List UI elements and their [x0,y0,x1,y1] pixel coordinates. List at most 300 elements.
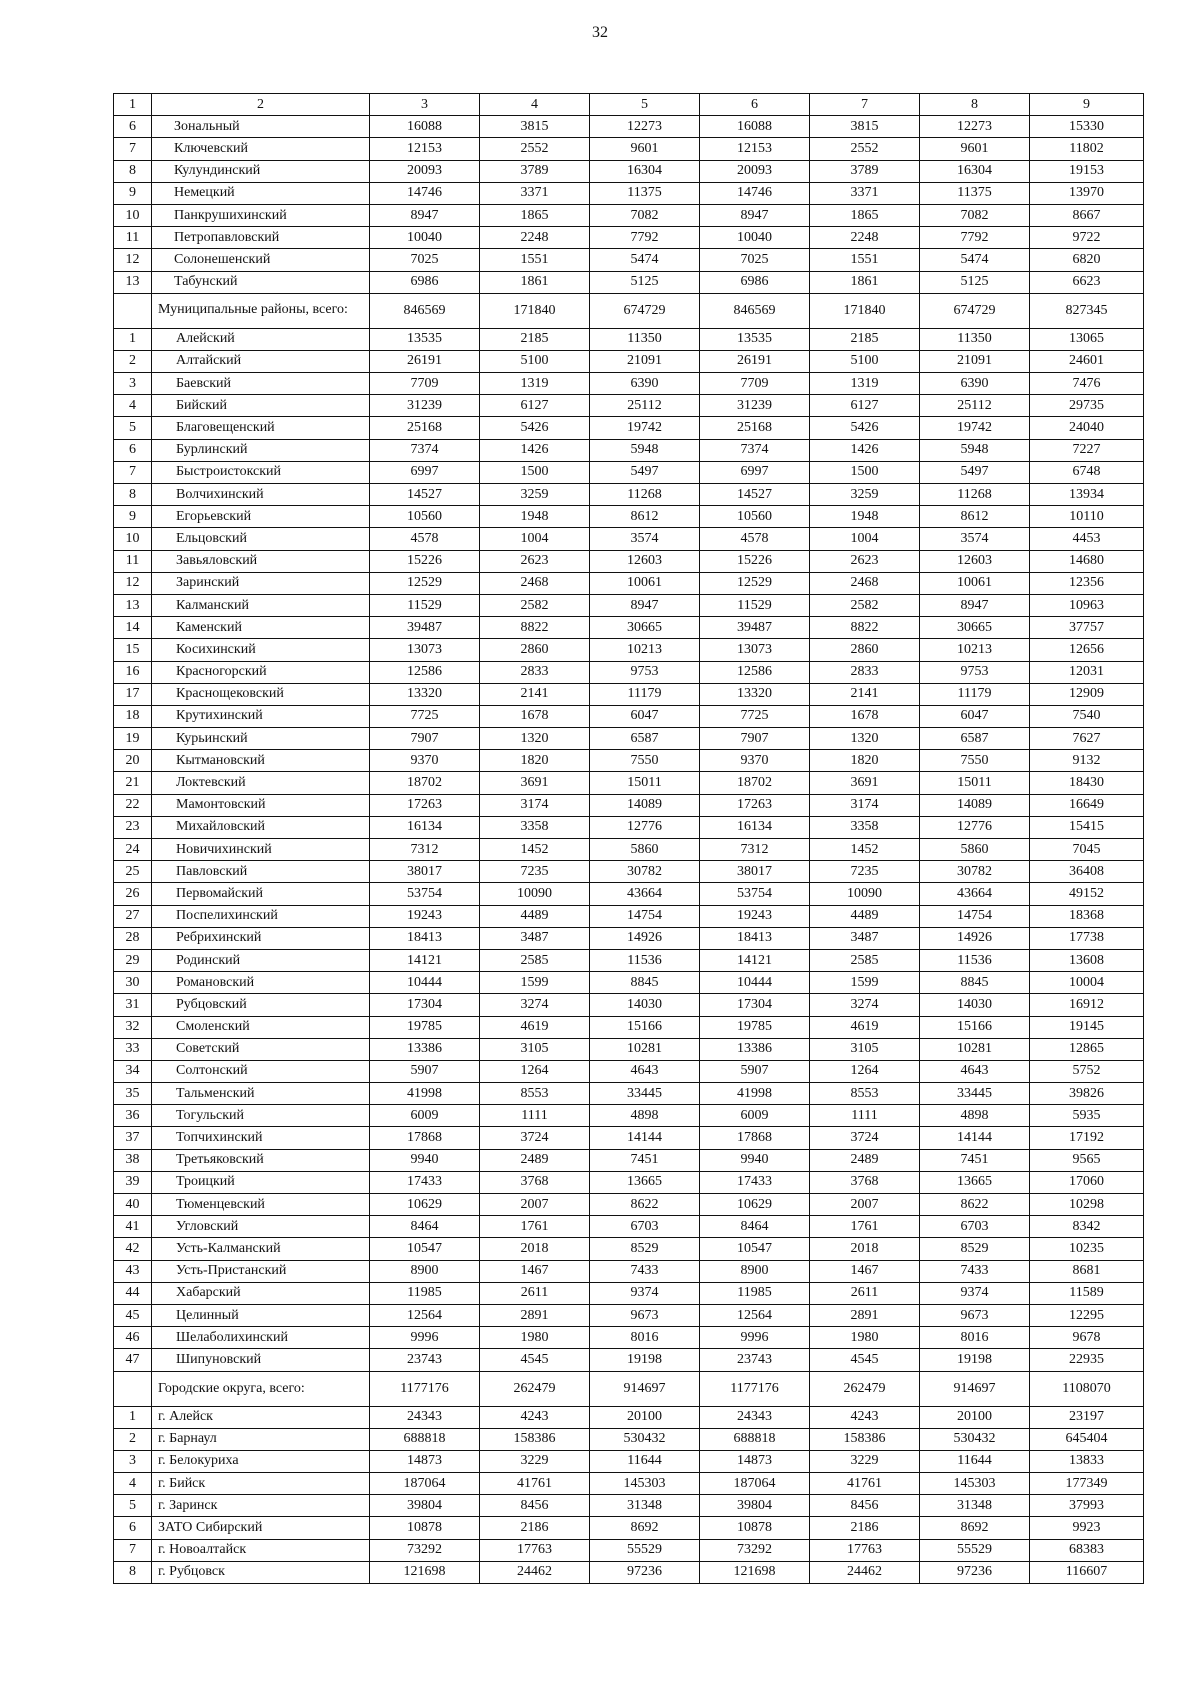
value-cell: 1948 [480,506,590,528]
row-index-cell: 6 [114,439,152,461]
row-index-cell: 42 [114,1238,152,1260]
value-cell: 1111 [810,1105,920,1127]
value-cell: 9370 [700,750,810,772]
table-row [114,661,1144,683]
value-cell: 39826 [1030,1083,1144,1105]
value-cell: 31239 [700,395,810,417]
row-name-cell: Новичихинский [152,839,370,861]
value-cell: 3815 [810,116,920,138]
value-cell: 31348 [920,1495,1030,1517]
value-cell: 12153 [700,138,810,160]
value-cell: 6986 [370,271,480,293]
row-index-cell: 26 [114,883,152,905]
value-cell: 14680 [1030,550,1144,572]
value-cell: 4578 [700,528,810,550]
row-name-cell: Романовский [152,972,370,994]
value-cell: 8529 [920,1238,1030,1260]
value-cell: 2833 [810,661,920,683]
value-cell: 11268 [590,484,700,506]
value-cell: 7374 [370,439,480,461]
value-cell: 11985 [370,1282,480,1304]
value-cell: 24343 [370,1406,480,1428]
value-cell: 73292 [370,1539,480,1561]
value-cell: 4545 [480,1349,590,1371]
row-name-cell: Тальменский [152,1083,370,1105]
value-cell: 2186 [810,1517,920,1539]
table-row [114,683,1144,705]
value-cell: 9753 [590,661,700,683]
value-cell: 9753 [920,661,1030,683]
table-row [114,550,1144,572]
row-index-cell: 10 [114,528,152,550]
row-name-cell: Немецкий [152,182,370,204]
row-index-cell: 18 [114,705,152,727]
value-cell: 2552 [810,138,920,160]
table-row [114,373,1144,395]
row-name-cell: г. Барнаул [152,1428,370,1450]
value-cell: 5100 [810,350,920,372]
row-index-cell: 23 [114,816,152,838]
value-cell: 3174 [810,794,920,816]
column-header: 5 [590,94,700,116]
value-cell: 3259 [810,484,920,506]
value-cell: 7550 [590,750,700,772]
value-cell: 11802 [1030,138,1144,160]
value-cell: 20093 [700,160,810,182]
table-row [114,905,1144,927]
row-index-cell: 5 [114,1495,152,1517]
value-cell: 7907 [370,728,480,750]
column-header: 9 [1030,94,1144,116]
value-cell: 16088 [700,116,810,138]
value-cell: 8900 [700,1260,810,1282]
table-row [114,1327,1144,1349]
table-row [114,1428,1144,1450]
row-index-cell: 30 [114,972,152,994]
value-cell: 19243 [700,905,810,927]
value-cell: 3789 [810,160,920,182]
value-cell: 1500 [810,461,920,483]
value-cell: 7709 [700,373,810,395]
row-name-cell: Алейский [152,328,370,350]
row-name-cell: Целинный [152,1304,370,1326]
value-cell: 4643 [590,1060,700,1082]
value-cell: 25112 [920,395,1030,417]
value-cell: 2007 [810,1194,920,1216]
value-cell: 26191 [370,350,480,372]
table-row [114,1304,1144,1326]
value-cell: 6997 [370,461,480,483]
value-cell: 4578 [370,528,480,550]
value-cell: 5497 [920,461,1030,483]
value-cell: 9996 [700,1327,810,1349]
row-index-cell: 13 [114,594,152,616]
value-cell: 7227 [1030,439,1144,461]
value-cell: 13320 [370,683,480,705]
value-cell: 14746 [700,182,810,204]
value-cell: 7725 [700,705,810,727]
value-cell: 1861 [810,271,920,293]
value-cell: 17763 [480,1539,590,1561]
value-cell: 7082 [590,204,700,226]
value-cell: 1320 [480,728,590,750]
value-cell: 7045 [1030,839,1144,861]
value-cell: 14121 [370,949,480,971]
value-cell: 16649 [1030,794,1144,816]
row-index-cell: 7 [114,461,152,483]
table-row [114,395,1144,417]
value-cell: 6127 [810,395,920,417]
value-cell: 12586 [700,661,810,683]
value-cell: 8845 [590,972,700,994]
table-row [114,1016,1144,1038]
value-cell: 8612 [920,506,1030,528]
value-cell: 11529 [700,594,810,616]
value-cell: 11536 [590,949,700,971]
table-row [114,1539,1144,1561]
value-cell: 9678 [1030,1327,1144,1349]
value-cell: 12603 [590,550,700,572]
row-name-cell: Рубцовский [152,994,370,1016]
value-cell: 22935 [1030,1349,1144,1371]
data-table-container [113,93,1143,1584]
value-cell: 10444 [700,972,810,994]
value-cell: 6047 [920,705,1030,727]
row-index-cell: 44 [114,1282,152,1304]
column-header: 4 [480,94,590,116]
value-cell: 20093 [370,160,480,182]
row-index-cell: 8 [114,160,152,182]
table-row [114,750,1144,772]
value-cell: 17192 [1030,1127,1144,1149]
value-cell: 7907 [700,728,810,750]
row-name-cell: Локтевский [152,772,370,794]
value-cell: 2489 [480,1149,590,1171]
value-cell: 6390 [920,373,1030,395]
value-cell: 13665 [920,1171,1030,1193]
value-cell: 2468 [810,572,920,594]
value-cell: 8464 [370,1216,480,1238]
value-cell: 11179 [590,683,700,705]
value-cell: 8622 [920,1194,1030,1216]
value-cell: 3815 [480,116,590,138]
table-row [114,927,1144,949]
value-cell: 14754 [920,905,1030,927]
value-cell: 17263 [370,794,480,816]
value-cell: 10040 [700,227,810,249]
value-cell: 12656 [1030,639,1144,661]
value-cell: 1678 [480,705,590,727]
value-cell: 3789 [480,160,590,182]
value-cell: 2860 [480,639,590,661]
row-name-cell: Кулундинский [152,160,370,182]
value-cell: 3724 [480,1127,590,1149]
value-cell: 39804 [370,1495,480,1517]
value-cell: 6127 [480,395,590,417]
value-cell: 1320 [810,728,920,750]
value-cell: 7540 [1030,705,1144,727]
value-cell: 20100 [590,1406,700,1428]
value-cell: 7451 [920,1149,1030,1171]
row-index-cell: 22 [114,794,152,816]
value-cell: 17060 [1030,1171,1144,1193]
value-cell: 4243 [480,1406,590,1428]
table-row [114,271,1144,293]
value-cell: 158386 [480,1428,590,1450]
value-cell: 6986 [700,271,810,293]
row-index-cell: 25 [114,861,152,883]
row-index-cell: 11 [114,550,152,572]
value-cell: 43664 [920,883,1030,905]
value-cell: 177349 [1030,1473,1144,1495]
row-name-cell: Солонешенский [152,249,370,271]
value-cell: 1500 [480,461,590,483]
value-cell: 6009 [370,1105,480,1127]
value-cell: 14926 [590,927,700,949]
value-cell: 2185 [810,328,920,350]
row-index-cell: 12 [114,249,152,271]
value-cell: 9940 [700,1149,810,1171]
table-row [114,1406,1144,1428]
row-index-cell: 6 [114,1517,152,1539]
value-cell: 4643 [920,1060,1030,1082]
value-cell: 55529 [920,1539,1030,1561]
value-cell: 4489 [810,905,920,927]
value-cell: 12529 [700,572,810,594]
value-cell: 2468 [480,572,590,594]
row-index-cell: 29 [114,949,152,971]
value-cell: 688818 [370,1428,480,1450]
value-cell: 11985 [700,1282,810,1304]
page-number: 32 [592,24,608,41]
value-cell: 8016 [920,1327,1030,1349]
value-cell: 8529 [590,1238,700,1260]
value-cell: 19785 [370,1016,480,1038]
value-cell: 1599 [810,972,920,994]
value-cell: 7312 [700,839,810,861]
value-cell: 13320 [700,683,810,705]
value-cell: 4545 [810,1349,920,1371]
value-cell: 16304 [590,160,700,182]
table-row [114,1495,1144,1517]
value-cell: 8456 [810,1495,920,1517]
value-cell: 3574 [920,528,1030,550]
value-cell: 12564 [370,1304,480,1326]
value-cell: 21091 [920,350,1030,372]
row-name-cell: Бурлинский [152,439,370,461]
row-index-cell: 1 [114,328,152,350]
value-cell: 13665 [590,1171,700,1193]
table-row [114,594,1144,616]
value-cell: 10629 [370,1194,480,1216]
row-name-cell: Троицкий [152,1171,370,1193]
value-cell: 13065 [1030,328,1144,350]
value-cell: 8342 [1030,1216,1144,1238]
value-cell: 15011 [590,772,700,794]
row-name-cell: Табунский [152,271,370,293]
value-cell: 36408 [1030,861,1144,883]
value-cell: 674729 [920,293,1030,328]
value-cell: 10298 [1030,1194,1144,1216]
value-cell: 1980 [480,1327,590,1349]
column-header: 2 [152,94,370,116]
value-cell: 10281 [920,1038,1030,1060]
value-cell: 9673 [590,1304,700,1326]
row-index-cell: 28 [114,927,152,949]
row-name-cell: Шипуновский [152,1349,370,1371]
row-name-cell: Тюменцевский [152,1194,370,1216]
value-cell: 2141 [810,683,920,705]
value-cell: 5860 [920,839,1030,861]
value-cell: 2489 [810,1149,920,1171]
value-cell: 43664 [590,883,700,905]
value-cell: 16134 [700,816,810,838]
value-cell: 914697 [920,1371,1030,1406]
value-cell: 14030 [920,994,1030,1016]
row-name-cell: Усть-Пристанский [152,1260,370,1282]
value-cell: 15011 [920,772,1030,794]
value-cell: 16088 [370,116,480,138]
value-cell: 1004 [480,528,590,550]
value-cell: 11375 [590,182,700,204]
value-cell: 2860 [810,639,920,661]
value-cell: 24343 [700,1406,810,1428]
value-cell: 9565 [1030,1149,1144,1171]
value-cell: 3105 [480,1038,590,1060]
subtotal-row [114,1371,1144,1406]
value-cell: 187064 [370,1473,480,1495]
row-index-cell: 20 [114,750,152,772]
value-cell: 8822 [480,617,590,639]
value-cell: 9722 [1030,227,1144,249]
value-cell: 19198 [920,1349,1030,1371]
row-name-cell: Красногорский [152,661,370,683]
value-cell: 9923 [1030,1517,1144,1539]
value-cell: 171840 [480,293,590,328]
value-cell: 7550 [920,750,1030,772]
value-cell: 10444 [370,972,480,994]
value-cell: 24040 [1030,417,1144,439]
value-cell: 18413 [700,927,810,949]
value-cell: 11589 [1030,1282,1144,1304]
value-cell: 5100 [480,350,590,372]
value-cell: 2623 [480,550,590,572]
value-cell: 1865 [480,204,590,226]
value-cell: 9374 [920,1282,1030,1304]
value-cell: 7627 [1030,728,1144,750]
value-cell: 8947 [370,204,480,226]
value-cell: 7725 [370,705,480,727]
table-row [114,883,1144,905]
value-cell: 10110 [1030,506,1144,528]
row-index-cell: 9 [114,506,152,528]
value-cell: 1108070 [1030,1371,1144,1406]
value-cell: 24462 [810,1561,920,1583]
row-name-cell: г. Бийск [152,1473,370,1495]
value-cell: 15226 [700,550,810,572]
table-row [114,439,1144,461]
value-cell: 171840 [810,293,920,328]
value-cell: 24601 [1030,350,1144,372]
table-row [114,1561,1144,1583]
value-cell: 3768 [810,1171,920,1193]
value-cell: 10560 [700,506,810,528]
table-row [114,728,1144,750]
value-cell: 158386 [810,1428,920,1450]
value-cell: 10560 [370,506,480,528]
value-cell: 4619 [480,1016,590,1038]
table-row [114,461,1144,483]
value-cell: 14926 [920,927,1030,949]
value-cell: 12273 [920,116,1030,138]
table-row [114,994,1144,1016]
value-cell: 6997 [700,461,810,483]
value-cell: 4243 [810,1406,920,1428]
row-name-cell: Благовещенский [152,417,370,439]
value-cell: 8947 [920,594,1030,616]
table-row [114,1216,1144,1238]
row-name-cell: Поспелихинский [152,905,370,927]
value-cell: 6703 [920,1216,1030,1238]
value-cell: 3259 [480,484,590,506]
value-cell: 5907 [370,1060,480,1082]
value-cell: 121698 [700,1561,810,1583]
value-cell: 7235 [480,861,590,883]
table-row [114,617,1144,639]
value-cell: 5752 [1030,1060,1144,1082]
value-cell: 38017 [370,861,480,883]
row-index-cell: 16 [114,661,152,683]
value-cell: 7433 [590,1260,700,1282]
value-cell: 7374 [700,439,810,461]
value-cell: 14121 [700,949,810,971]
table-row [114,116,1144,138]
row-index-cell: 17 [114,683,152,705]
table-row [114,328,1144,350]
value-cell: 39487 [370,617,480,639]
value-cell: 12603 [920,550,1030,572]
value-cell: 14089 [920,794,1030,816]
value-cell: 3358 [480,816,590,838]
value-cell: 12564 [700,1304,810,1326]
value-cell: 3229 [810,1450,920,1472]
value-cell: 9601 [590,138,700,160]
table-row [114,506,1144,528]
value-cell: 2552 [480,138,590,160]
value-cell: 2585 [810,949,920,971]
row-name-cell: Калманский [152,594,370,616]
value-cell: 7433 [920,1260,1030,1282]
value-cell: 1980 [810,1327,920,1349]
value-cell: 10878 [370,1517,480,1539]
value-cell: 14089 [590,794,700,816]
value-cell: 10090 [810,883,920,905]
row-name-cell: Топчихинский [152,1127,370,1149]
row-index-cell: 8 [114,484,152,506]
value-cell: 8553 [480,1083,590,1105]
table-row [114,182,1144,204]
value-cell: 914697 [590,1371,700,1406]
table-body [114,116,1144,1584]
value-cell: 16304 [920,160,1030,182]
row-index-cell: 47 [114,1349,152,1371]
row-name-cell: г. Белокуриха [152,1450,370,1472]
value-cell: 14873 [700,1450,810,1472]
value-cell: 39487 [700,617,810,639]
value-cell: 13535 [370,328,480,350]
value-cell: 6623 [1030,271,1144,293]
value-cell: 8947 [700,204,810,226]
